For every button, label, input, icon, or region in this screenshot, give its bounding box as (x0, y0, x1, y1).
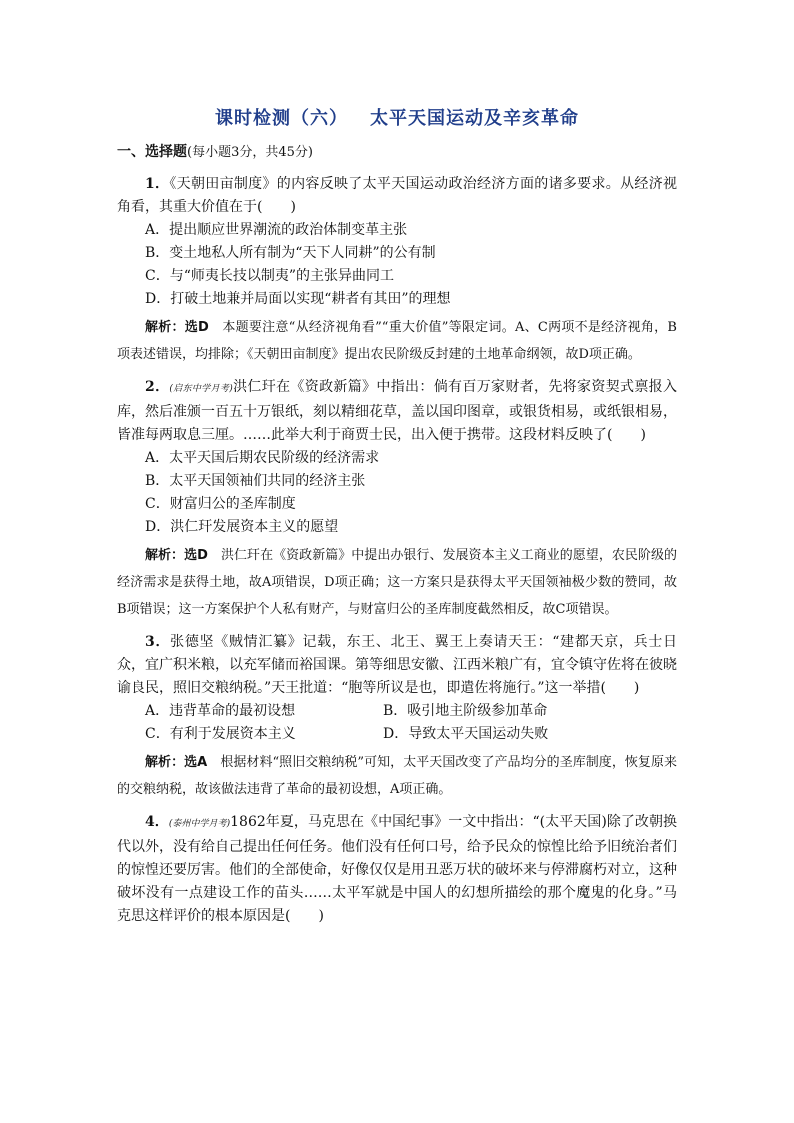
document-body (117, 142, 677, 928)
option-d: D．导致太平天国运动失败 (383, 726, 549, 742)
question-stem (117, 173, 677, 219)
option-c: C．与“师夷长技以制夷”的主张异曲同工 (145, 268, 395, 284)
page-title (0, 104, 794, 130)
analysis-text: 洪仁玕在《资政新篇》中提出办银行、发展资本主义工商业的愿望，农民阶级的经济需求是获得土地，故A项错误，D项正确；这一方案只是获得太平天国领袖极少数的赞同，故B项错误；这一方案保护个人私有财产，与财富归公的圣库制度截然相反，故C项错误。 (117, 548, 677, 617)
option-d: D．打破土地兼并局面以实现“耕者有其田”的理想 (145, 291, 451, 307)
question-text: 张德坚《贼情汇纂》记载，东王、北王、翼王上奏请天王：“建都天京，兵士日众，宜广积米粮，以充军储而裕国课。第等细思安徽、江西米粮广有，宜令镇守佐将在彼晓谕良民，照旧交粮纳税。”天王批道：“胞等所议是也，即遣佐将施行。”这一举措( ) (117, 634, 677, 696)
question-stem (117, 631, 677, 700)
analysis-tag: 解析：选A (145, 755, 208, 770)
option-b: B．变土地私人所有制为“天下人同耕”的公有制 (145, 245, 436, 261)
section-note: (每小题3分，共45分) (187, 145, 313, 160)
option-b: B．吸引地主阶级参加革命 (383, 703, 548, 719)
question-3 (117, 631, 677, 803)
question-text: 洪仁玕在《资政新篇》中指出：倘有百万家财者，先将家资契式禀报入库，然后准颁一百五十万银纸，刻以精细花草，盖以国印图章，或银货相易，或纸银相易，皆准每两取息三厘。……此举大利于商贾士民，出入便于携带。这段材料反映了( ) (117, 379, 677, 443)
analysis-text: 根据材料“照旧交粮纳税”可知，太平天国改变了产品均分的圣库制度，恢复原来的交粮纳税，故该做法违背了革命的最初设想，A项正确。 (117, 755, 678, 797)
question-2 (117, 376, 677, 623)
analysis-text: 本题要注意“从经济视角看”“重大价值”等限定词。A、C两项不是经济视角，B项表述错误，均排除；《天朝田亩制度》提出农民阶级反封建的土地革命纲领，故D项正确。 (117, 320, 677, 362)
analysis-tag: 解析：选D (145, 320, 209, 335)
analysis (117, 314, 677, 368)
option-b: B．太平天国领袖们共同的经济主张 (145, 473, 366, 489)
option-d: D．洪仁玕发展资本主义的愿望 (145, 519, 339, 535)
question-number: 2． (145, 379, 170, 395)
title-left: 课时检测（六） (215, 108, 348, 129)
option-a: A．提出顺应世界潮流的政治体制变革主张 (145, 222, 408, 238)
option-list (117, 447, 677, 539)
question-source: (启东中学月考) (169, 384, 233, 394)
question-4 (117, 811, 677, 928)
question-number: 1． (145, 176, 170, 192)
question-number: 3． (145, 634, 171, 650)
title-right: 太平天国运动及辛亥革命 (370, 108, 579, 129)
question-stem (117, 811, 677, 928)
question-source: (泰州中学月考) (168, 819, 231, 829)
option-list (117, 219, 677, 311)
option-list (145, 700, 677, 746)
option-a: A．违背革命的最初设想 (145, 703, 296, 719)
section-heading (117, 142, 677, 163)
question-1 (117, 173, 677, 368)
analysis (117, 749, 677, 803)
analysis (117, 542, 677, 623)
question-text: 《天朝田亩制度》的内容反映了太平天国运动政治经济方面的诸多要求。从经济视角看，其重大价值在于( ) (117, 176, 677, 215)
option-c: C．有利于发展资本主义 (145, 726, 296, 742)
question-number: 4． (145, 814, 169, 830)
option-a: A．太平天国后期农民阶级的经济需求 (145, 450, 380, 466)
analysis-tag: 解析：选D (145, 548, 208, 563)
option-c: C．财富归公的圣库制度 (145, 496, 296, 512)
question-stem (117, 376, 677, 447)
section-label: 一、选择题 (117, 144, 187, 160)
question-text: 1862年夏，马克思在《中国纪事》一文中指出：“(太平天国)除了改朝换代以外，没有给自己提出任何任务。他们没有任何口号，给予民众的惊惶比给予旧统治者们的惊惶还要厉害。他们的全部使命，好像仅仅是用丑恶万状的破坏来与停滞腐朽对立，这种破坏没有一点建设工作的苗头……太平军就是中国人的幻想所描绘的那个魔鬼的化身。”马克思这样评价的根本原因是( ) (117, 814, 677, 924)
